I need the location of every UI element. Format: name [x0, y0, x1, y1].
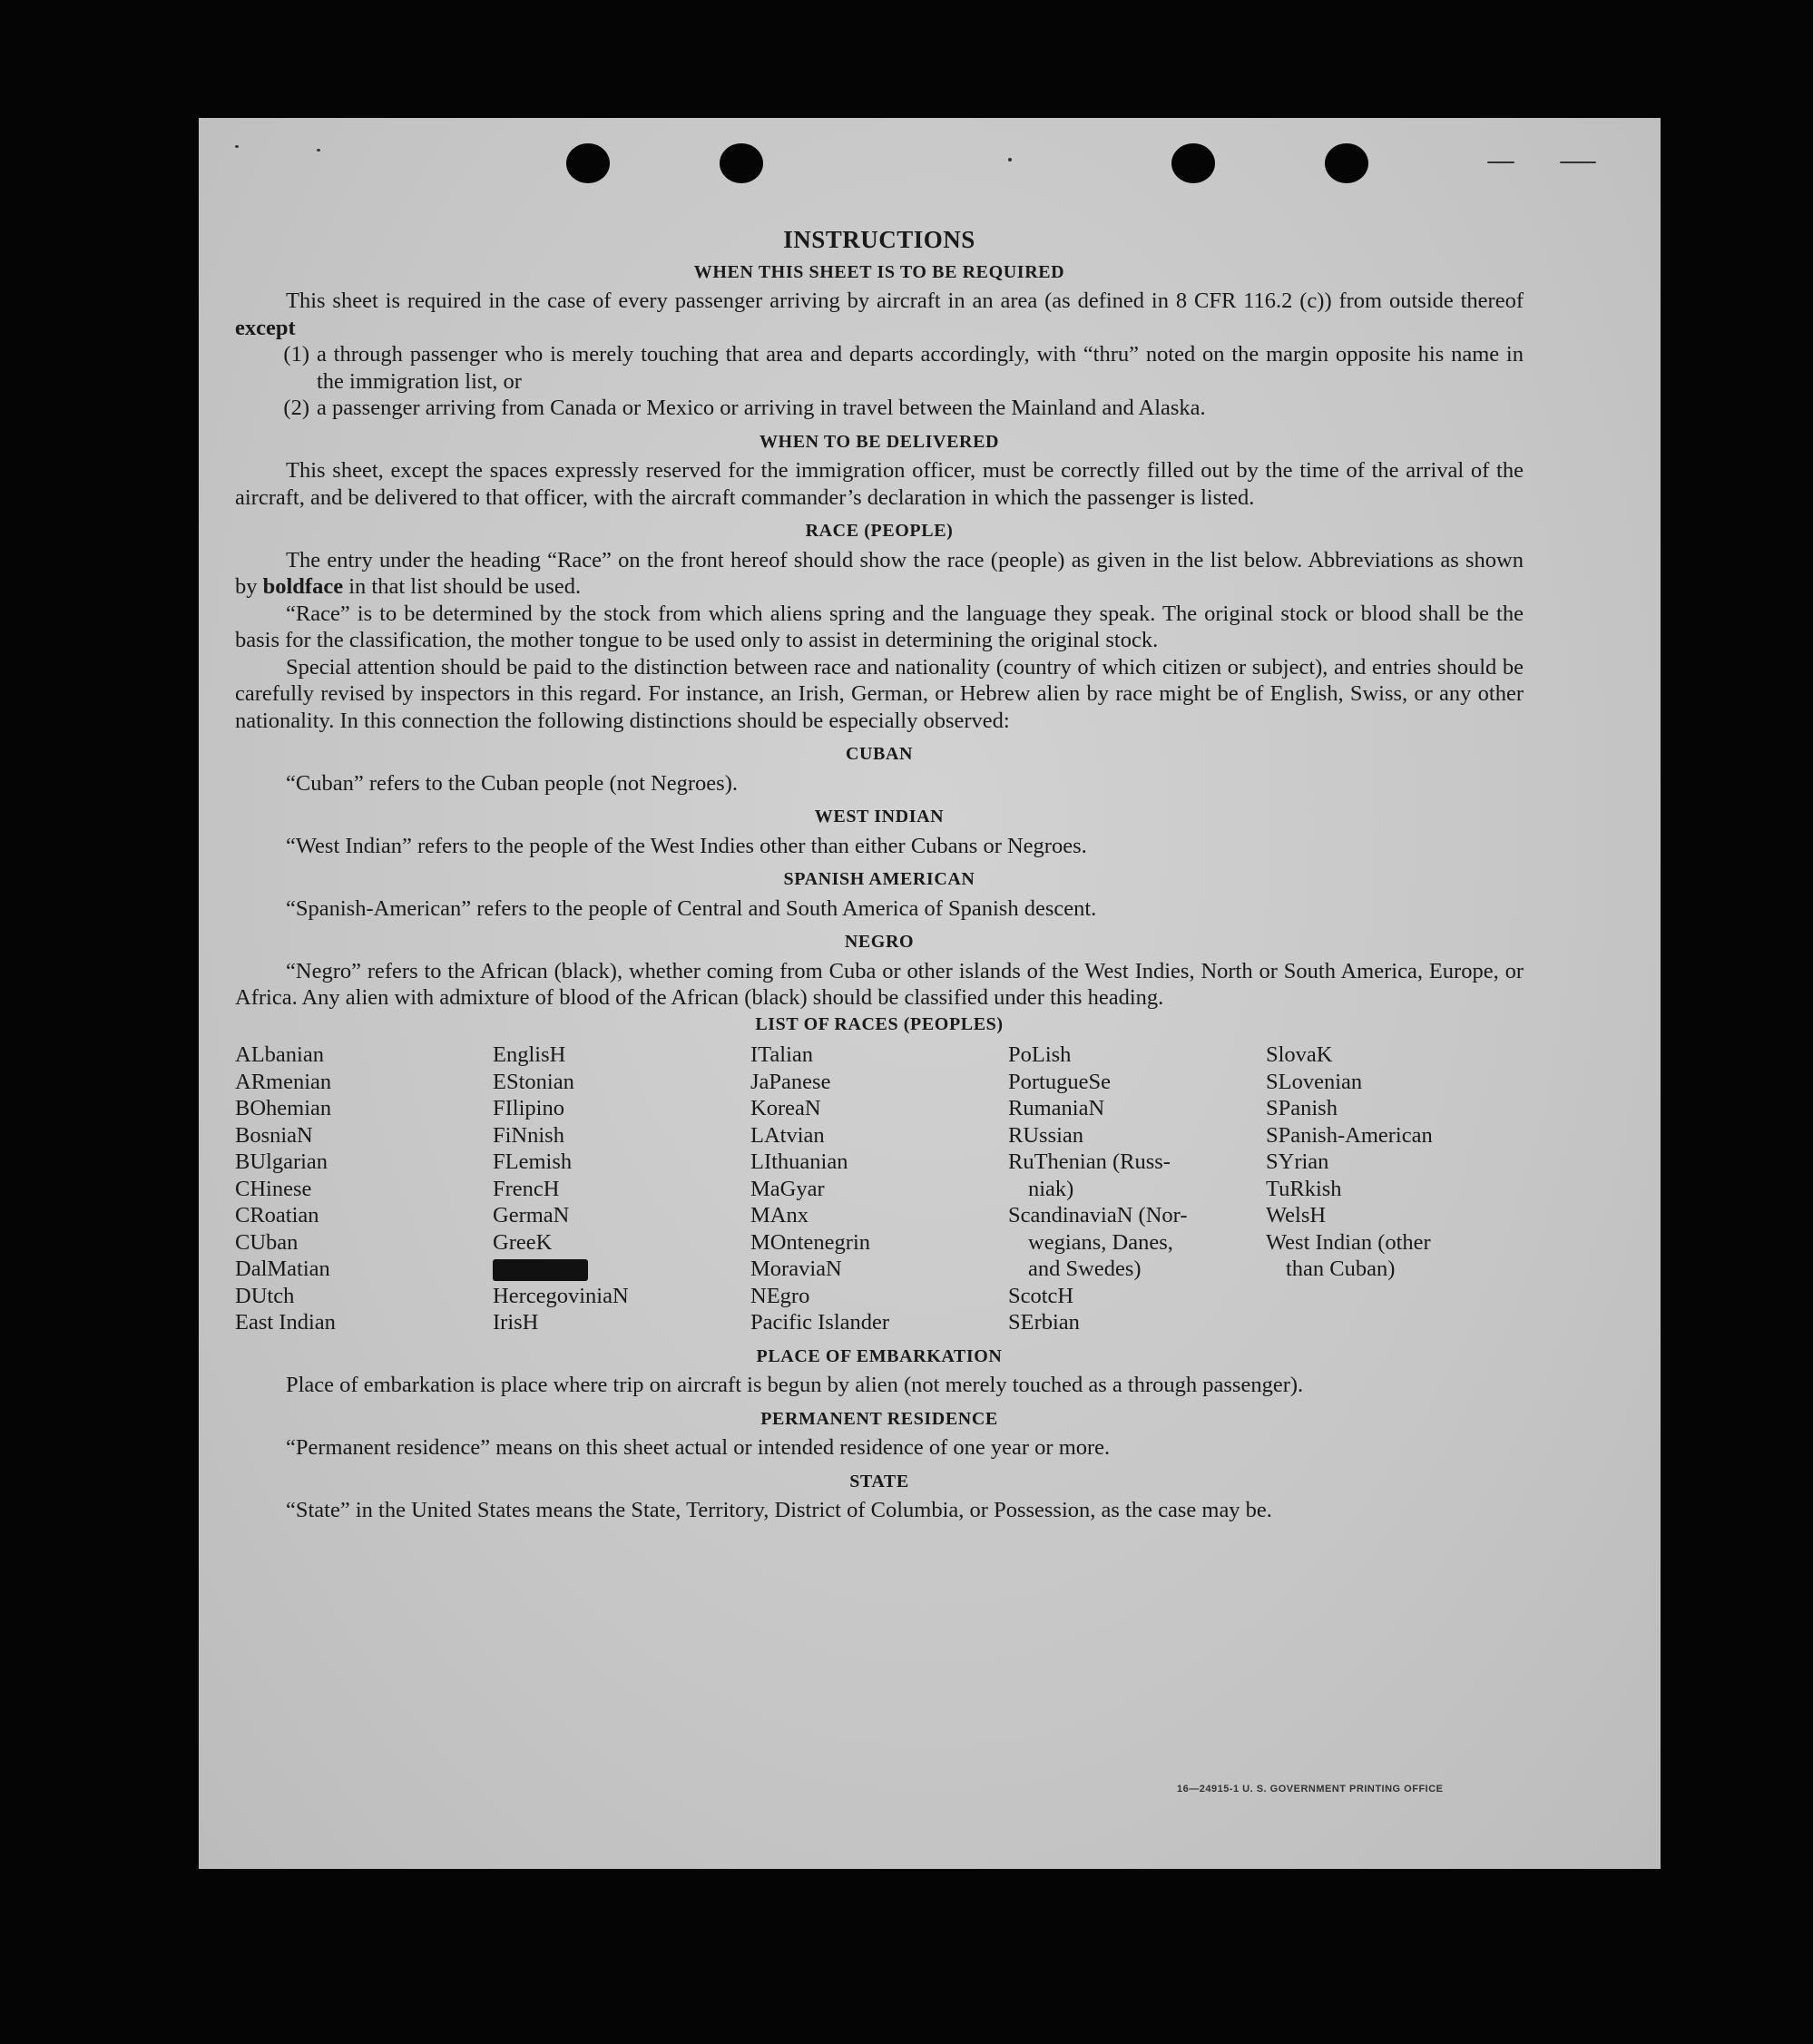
race-entry: RumaniaN [1008, 1096, 1105, 1120]
emphasis: except [235, 315, 296, 340]
race-entry: TuRkish [1266, 1176, 1342, 1201]
race-entry: DalMatian [235, 1257, 330, 1281]
race-entry: ALbanian [235, 1042, 324, 1067]
section-heading: RACE (PEOPLE) [805, 521, 954, 541]
section-heading: SPANISH AMERICAN [783, 869, 975, 889]
paragraph [235, 288, 1524, 341]
list-item [235, 341, 1524, 395]
race-entry: FLemish [493, 1149, 573, 1174]
punch-hole [720, 143, 763, 183]
race-entry: SLovenian [1266, 1069, 1363, 1094]
race-list [235, 1042, 1524, 1336]
section-heading: PERMANENT RESIDENCE [760, 1408, 998, 1429]
paragraph: “Permanent residence” means on this sheet actual or intended residence of one year or more. [286, 1435, 1111, 1460]
race-entry: BOhemian [235, 1096, 332, 1120]
item-number: (1) [283, 342, 309, 367]
race-entry-continued: niak) [1028, 1176, 1074, 1201]
race-entry: East Indian [235, 1310, 336, 1335]
race-entry: MaGyar [750, 1176, 825, 1201]
race-entry: RUssian [1008, 1122, 1084, 1148]
race-entry: LIthuanian [750, 1149, 848, 1174]
section-heading: CUBAN [845, 744, 914, 764]
race-entry: BosniaN [235, 1122, 313, 1148]
race-entry: FrencH [493, 1176, 560, 1201]
race-entry-continued: and Swedes) [1028, 1257, 1142, 1281]
paragraph: “Race” is to be determined by the stock from which aliens spring and the language they speak. The original stock or blood shall be the basis for the classification, the mother tongue to be used only to assist in determining the original stock. [235, 601, 1524, 652]
section-heading: WEST INDIAN [814, 807, 945, 826]
section-heading: PLACE OF EMBARKATION [756, 1345, 1003, 1366]
race-entry: CUban [235, 1229, 299, 1255]
redacted-entry [493, 1256, 750, 1283]
race-entry: IrisH [493, 1310, 539, 1335]
section-heading: NEGRO [844, 932, 915, 952]
paragraph-text: This sheet is required in the case of every passenger arriving by aircraft in an area (as defined in 8 CFR 116.2 (c)) from outside thereof [286, 289, 1524, 313]
race-entry: NEgro [750, 1283, 810, 1308]
race-column [750, 1042, 1008, 1336]
race-entry: SErbian [1008, 1310, 1080, 1335]
emphasis: boldface [262, 574, 344, 599]
race-column [493, 1042, 750, 1336]
speck [235, 145, 239, 148]
paragraph-text: in that list should be used. [343, 574, 582, 599]
race-entry: HercegoviniaN [493, 1283, 629, 1308]
speck [1008, 158, 1012, 161]
race-entry: FiNnish [493, 1122, 564, 1148]
race-entry: ITalian [750, 1042, 814, 1067]
race-column [1266, 1042, 1524, 1336]
race-entry: SYrian [1266, 1149, 1329, 1174]
paragraph [235, 547, 1524, 601]
race-entry: WelsH [1266, 1203, 1327, 1227]
item-text: a passenger arriving from Canada or Mexico or arriving in travel between the Mainland and Alaska. [317, 396, 1206, 420]
race-entry: PortugueSe [1008, 1069, 1111, 1094]
race-entry: EStonian [493, 1069, 574, 1094]
race-entry: DUtch [235, 1283, 295, 1308]
document-sheet [199, 118, 1661, 1869]
list-item [235, 395, 1524, 422]
section-heading: WHEN THIS SHEET IS TO BE REQUIRED [693, 261, 1065, 282]
punch-hole [1171, 143, 1215, 183]
section-heading: WHEN TO BE DELIVERED [759, 431, 1000, 452]
race-entry: LAtvian [750, 1122, 825, 1148]
section-heading: LIST OF RACES (PEOPLES) [755, 1013, 1004, 1034]
race-entry: ARmenian [235, 1069, 332, 1094]
race-entry: RuThenian (Russ- [1008, 1149, 1171, 1174]
race-entry: KoreaN [750, 1096, 821, 1120]
punch-hole [1325, 143, 1368, 183]
paragraph: “State” in the United States means the State, Territory, District of Columbia, or Possession, as the case may be. [286, 1498, 1272, 1522]
race-entry: ScandinaviaN (Nor- [1008, 1203, 1188, 1227]
redaction-mark [493, 1259, 588, 1281]
paragraph: Special attention should be paid to the distinction between race and nationality (country of which citizen or subject), and entries should be carefully revised by inspectors in this regard. For instance, an Irish, German, or Hebrew alien by race might be of English, Swiss, or any other nationality. In this connection the following distinctions should be especially observed: [235, 654, 1524, 733]
paragraph: “Negro” refers to the African (black), whether coming from Cuba or other islands of the West Indies, North or South America, Europe, or Africa. Any alien with admixture of blood of the African (black) should be classified under this heading. [235, 958, 1524, 1010]
race-entry: West Indian (other [1266, 1229, 1431, 1255]
race-entry: PoLish [1008, 1042, 1072, 1067]
item-text: a through passenger who is merely touching that area and departs accordingly, with “thru” noted on the margin opposite his name in the immigration list, or [317, 342, 1524, 394]
race-entry-continued: wegians, Danes, [1028, 1229, 1173, 1255]
race-entry: CRoatian [235, 1203, 319, 1227]
paragraph: “Spanish-American” refers to the people of Central and South America of Spanish descent. [286, 895, 1097, 921]
race-entry: JaPanese [750, 1069, 831, 1094]
race-entry: GreeK [493, 1229, 553, 1255]
paragraph: “West Indian” refers to the people of the West Indies other than either Cubans or Negroes. [286, 833, 1087, 858]
race-entry: SPanish [1266, 1096, 1338, 1120]
race-entry: GermaN [493, 1203, 570, 1227]
race-entry: SlovaK [1266, 1042, 1333, 1067]
race-entry: FIlipino [493, 1096, 564, 1120]
printer-imprint: 16—24915-1 U. S. GOVERNMENT PRINTING OFFICE [1177, 1784, 1444, 1795]
race-entry: MAnx [750, 1203, 808, 1227]
section-heading: STATE [849, 1471, 909, 1491]
race-entry: EnglisH [493, 1042, 566, 1067]
paragraph-text: The entry under the heading “Race” on the front hereof should show the race (people) as given in the list below. Abbreviations as shown by [235, 547, 1524, 599]
speck [317, 149, 320, 152]
paragraph: “Cuban” refers to the Cuban people (not Negroes). [286, 770, 738, 796]
race-entry: MoraviaN [750, 1257, 842, 1281]
paragraph: This sheet, except the spaces expressly reserved for the immigration officer, must be correctly filled out by the time of the arrival of the aircraft, and be delivered to that officer, with the aircraft commander’s declaration in which the passenger is listed. [235, 458, 1524, 510]
paragraph: Place of embarkation is place where trip on aircraft is begun by alien (not merely touched as a through passenger). [286, 1373, 1304, 1397]
race-entry: MOntenegrin [750, 1229, 870, 1255]
item-number: (2) [283, 396, 309, 420]
page-title: INSTRUCTIONS [783, 226, 975, 253]
race-entry: ScotcH [1008, 1283, 1074, 1308]
race-column [235, 1042, 493, 1336]
race-entry: CHinese [235, 1176, 312, 1201]
speck [1560, 161, 1596, 163]
race-entry: Pacific Islander [750, 1310, 890, 1335]
instructions-content [235, 227, 1524, 1524]
punch-hole [566, 143, 610, 183]
speck [1487, 161, 1514, 163]
race-entry: BUlgarian [235, 1149, 328, 1174]
race-column [1008, 1042, 1266, 1336]
race-entry: SPanish-American [1266, 1122, 1433, 1148]
race-entry-continued: than Cuban) [1286, 1257, 1396, 1281]
